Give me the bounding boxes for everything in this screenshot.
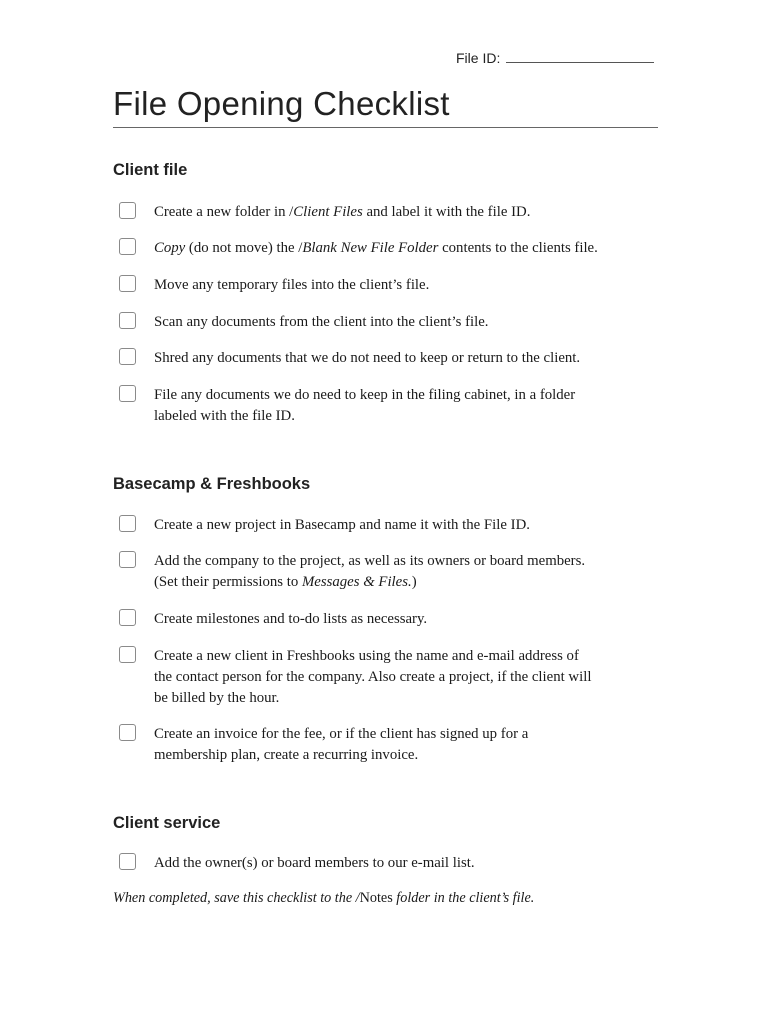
checkbox[interactable]: [119, 646, 136, 663]
checklist-item-text: Scan any documents from the client into the client’s file.: [154, 314, 489, 330]
checkbox[interactable]: [119, 275, 136, 292]
file-id-blank-line[interactable]: [506, 48, 654, 63]
checklist-item-text: Create a new folder in /Client Files and label it with the file ID.: [154, 204, 531, 220]
checklist-item-text: Create a new client in Freshbooks using the name and e-mail address of the contact person for the company. Also create a project, if the client will be billed by the hour.: [154, 648, 592, 706]
page-title: File Opening Checklist: [113, 85, 450, 122]
section-heading-basecamp-freshbooks: Basecamp & Freshbooks: [113, 475, 311, 493]
section-heading-client-file: Client file: [113, 161, 188, 179]
checkbox[interactable]: [119, 202, 136, 219]
checklist-item-text: Create an invoice for the fee, or if the client has signed up for a membership plan, create a recurring invoice.: [154, 726, 529, 763]
checklist-item-text: Create milestones and to-do lists as necessary.: [154, 611, 428, 627]
checkbox[interactable]: [119, 551, 136, 568]
checklist-item-text: Add the owner(s) or board members to our e-mail list.: [154, 855, 475, 871]
checkbox[interactable]: [119, 348, 136, 365]
checkbox[interactable]: [119, 853, 136, 870]
checkbox[interactable]: [119, 312, 136, 329]
file-id-field: [456, 48, 654, 66]
checklist-item-text: Add the company to the project, as well as its owners or board members. (Set their permissions to Messages & Files.): [154, 553, 586, 590]
checkbox[interactable]: [119, 385, 136, 402]
checkbox[interactable]: [119, 238, 136, 255]
title-divider: [113, 127, 658, 128]
checkbox[interactable]: [119, 724, 136, 741]
footer-note: When completed, save this checklist to the /Notes folder in the client’s file.: [113, 890, 535, 906]
checklist-item-text: File any documents we do need to keep in the filing cabinet, in a folder labeled with the file ID.: [154, 387, 576, 424]
checklist-item-text: Create a new project in Basecamp and name it with the File ID.: [154, 517, 530, 533]
checklist-item-text: Copy (do not move) the /Blank New File Folder contents to the clients file.: [154, 240, 598, 256]
checklist-item-text: Shred any documents that we do not need to keep or return to the client.: [154, 350, 581, 366]
section-heading-client-service: Client service: [113, 814, 221, 832]
file-id-label: File ID:: [456, 50, 501, 66]
checkbox[interactable]: [119, 515, 136, 532]
checkbox[interactable]: [119, 609, 136, 626]
checklist-item-text: Move any temporary files into the client’s file.: [154, 277, 430, 293]
